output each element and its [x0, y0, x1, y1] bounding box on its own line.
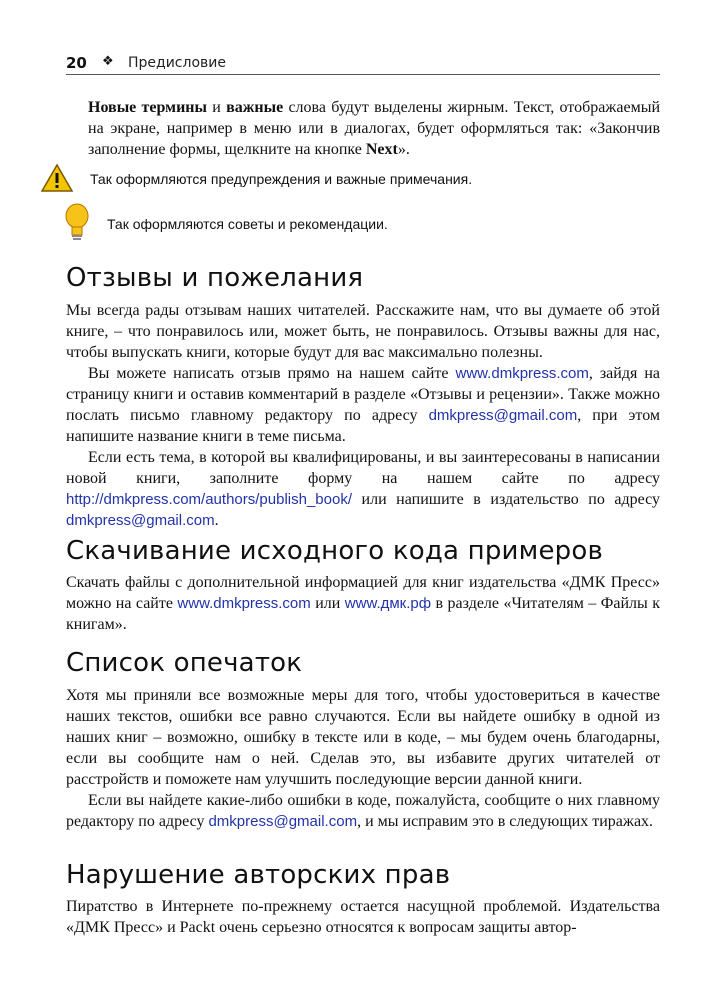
intro-text-2: ». [397, 141, 410, 158]
email-link[interactable]: dmkpress@gmail.com [66, 512, 215, 529]
feedback-p2-b: , зайдя на страницу книги и оставив комментарий в разделе «Отзывы и рецензии». Также можно послать письмо главному редактору по адресу [66, 365, 660, 424]
section-heading-feedback: Отзывы и пожелания [66, 263, 364, 293]
section-feedback-body [66, 300, 660, 531]
lightbulb-icon [64, 203, 90, 246]
warning-icon [40, 163, 74, 196]
email-link[interactable]: dmkpress@gmail.com [428, 407, 578, 424]
chapter-title: Предисловие [128, 55, 226, 71]
site-link[interactable]: www.dmkpress.com [177, 595, 311, 612]
site-link-rf[interactable]: www.дмк.рф [344, 595, 432, 612]
feedback-paragraph-3 [66, 447, 660, 531]
feedback-paragraph-2 [66, 363, 660, 447]
feedback-p2-c: , при этом напишите название книги в теме письма. [66, 407, 661, 445]
download-p1-a: Скачать файлы с дополнительной информацией для книг издательства «ДМК Пресс» можно на сайте [66, 574, 660, 612]
download-p1-c: в разделе «Читателям – Файлы к книгам». [66, 595, 661, 633]
bold-term-2: важные [226, 99, 284, 116]
feedback-p3-b: или напишите в издательство по адресу [351, 491, 660, 508]
section-heading-errata: Список опечаток [66, 648, 303, 678]
download-paragraph [66, 572, 660, 635]
running-header [66, 50, 660, 75]
publish-book-link[interactable]: http://dmkpress.com/authors/publish_book/ [66, 491, 352, 508]
errata-p2-a: Если вы найдете какие-либо ошибки в коде, пожалуйста, сообщите о них главному редактору по адресу [66, 792, 660, 830]
errata-paragraph-2 [66, 790, 660, 832]
book-page [66, 50, 661, 936]
feedback-p3-a: Если есть тема, в которой вы квалифицированы, и вы заинтересованы в написании новой книги, заполните форму на нашем сайте по адресу [66, 449, 660, 487]
intro-paragraph [88, 97, 660, 160]
feedback-paragraph-1: Мы всегда рады отзывам наших читателей. Расскажите нам, что вы думаете об этой книге, – что понравилось или, может быть, не понравилось. Отзывы важны для нас, чтобы выпускать книги, которые будут для вас максимально полезны. [66, 302, 660, 361]
site-link[interactable]: www.dmkpress.com [455, 365, 589, 382]
ornament-icon: ❖ [102, 54, 114, 69]
bold-term-next: Next [365, 141, 398, 158]
section-heading-copyright: Нарушение авторских прав [66, 860, 451, 890]
email-link[interactable]: dmkpress@gmail.com [208, 813, 358, 830]
feedback-p2-a: Вы можете написать отзыв прямо на нашем сайте [88, 365, 456, 382]
page-number: 20 [66, 54, 87, 72]
section-errata-body [66, 685, 660, 832]
intro-text-1: слова будут выделены жирным. Текст, отображаемый на экране, например в меню или в диалогах, будет оформляться так: «Закончив заполнение формы, щелкните на кнопке [88, 99, 661, 158]
errata-p2-b: , и мы исправим это в следующих тиражах. [357, 813, 654, 830]
errata-paragraph-1: Хотя мы приняли все возможные меры для того, чтобы удостовериться в качестве наших текстов, ошибки все равно случаются. Если вы найдете ошибку в одной из наших книг – возможно, ошибку в тексте или в коде, – мы будем очень благодарны, если вы сообщите нам о ней. Сделав это, вы избавите других читателей от расстройств и поможете нам улучшить последующие версии данной книги. [66, 687, 660, 788]
tip-text: Так оформляются советы и рекомендации. [107, 216, 388, 232]
section-heading-download: Скачивание исходного кода примеров [66, 536, 603, 566]
intro-and: и [207, 99, 227, 116]
section-download-body [66, 572, 660, 635]
feedback-p3-c: . [214, 512, 219, 529]
bold-term-1: Новые термины [88, 99, 207, 116]
download-p1-b: или [310, 595, 345, 612]
section-copyright-body [66, 896, 660, 938]
warning-text: Так оформляются предупреждения и важные примечания. [90, 171, 473, 187]
copyright-paragraph: Пиратство в Интернете по-прежнему остается насущной проблемой. Издательства «ДМК Пресс» и Packt очень серьезно относятся к вопросам защиты автор- [66, 898, 660, 936]
